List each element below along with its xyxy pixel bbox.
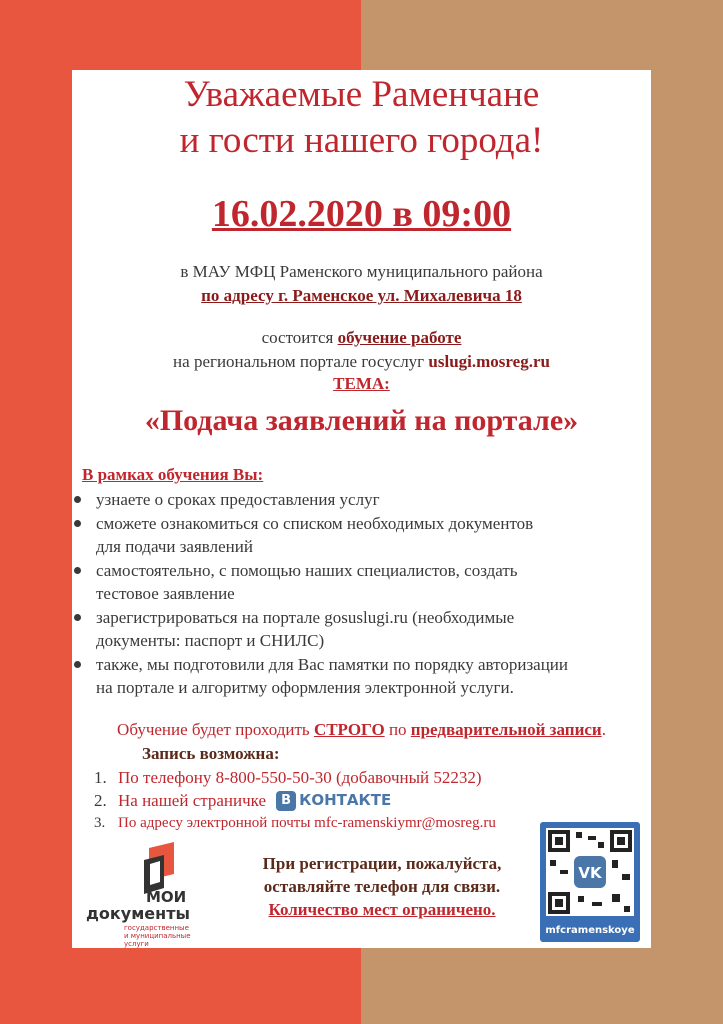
portal-link[interactable]: uslugi.mosreg.ru	[428, 352, 550, 371]
greeting	[72, 72, 651, 164]
training-pre: состоится	[261, 328, 338, 347]
qr-code-icon	[546, 828, 634, 916]
svg-text:VK: VK	[578, 864, 602, 882]
list-item: сможете ознакомиться со списком необходимых документов для подачи заявлений	[72, 512, 651, 558]
bullet-icon	[74, 520, 81, 527]
bullet-list	[72, 488, 651, 700]
qr-label: mfcramenskoye	[545, 925, 635, 936]
bullet-icon	[74, 567, 81, 574]
place-line1: в МАУ МФЦ Раменского муниципального района	[180, 262, 543, 281]
contact-phone[interactable]: 1. По телефону 8-800-550-50-30 (добавочный 52232)	[94, 768, 482, 787]
contact-list	[94, 766, 496, 835]
theme-label: ТЕМА:	[333, 374, 390, 393]
greeting-line1: Уважаемые Раменчане	[183, 74, 540, 115]
training-info	[72, 326, 651, 374]
training-notice: Обучение будет проходить СТРОГО по предварительной записи.	[117, 720, 606, 739]
signup-label: Запись возможна:	[142, 744, 280, 763]
greeting-line2: и гости нашего города!	[179, 120, 544, 161]
within-label: В рамках обучения Вы:	[82, 465, 264, 484]
training-emph: обучение работе	[337, 328, 462, 347]
registration-note: При регистрации, пожалуйста, оставляйте телефон для связи. Количество мест ограничено.	[262, 854, 502, 919]
list-item: зарегистрироваться на портале gosuslugi.ru (необходимые документы: паспорт и СНИЛС)	[72, 606, 651, 652]
contact-email[interactable]: 3. По адресу электронной почты mfc-ramenskiymr@mosreg.ru	[94, 815, 496, 831]
poster-card	[72, 70, 651, 948]
topic-title: «Подача заявлений на портале»	[144, 404, 579, 437]
moi-dokumenty-logo: МОИ документы государственные и муниципальные услуги	[86, 838, 206, 938]
strict-word: СТРОГО	[313, 720, 385, 739]
place-info	[72, 260, 651, 308]
list-item: также, мы подготовили для Вас памятки по порядку авторизации на портале и алгоритму оформления электронной услуги.	[72, 653, 651, 699]
bullet-icon	[74, 496, 81, 503]
event-date: 16.02.2020 в 09:00	[211, 193, 512, 235]
qr-code[interactable]	[540, 822, 640, 942]
vk-logo-icon[interactable]: В КОНТАКТЕ	[276, 789, 391, 812]
bullet-icon	[74, 661, 81, 668]
bullet-icon	[74, 614, 81, 621]
training-line2: на региональном портале госуслуг	[173, 352, 429, 371]
place-address: по адресу г. Раменское ул. Михалевича 18	[201, 286, 522, 305]
list-item: самостоятельно, с помощью наших специалистов, создать тестовое заявление	[72, 559, 651, 605]
prereg-word: предварительной записи	[410, 720, 602, 739]
list-item: узнаете о сроках предоставления услуг	[72, 488, 651, 511]
contact-vk[interactable]: 2. На нашей страничке В КОНТАКТЕ	[94, 791, 392, 810]
